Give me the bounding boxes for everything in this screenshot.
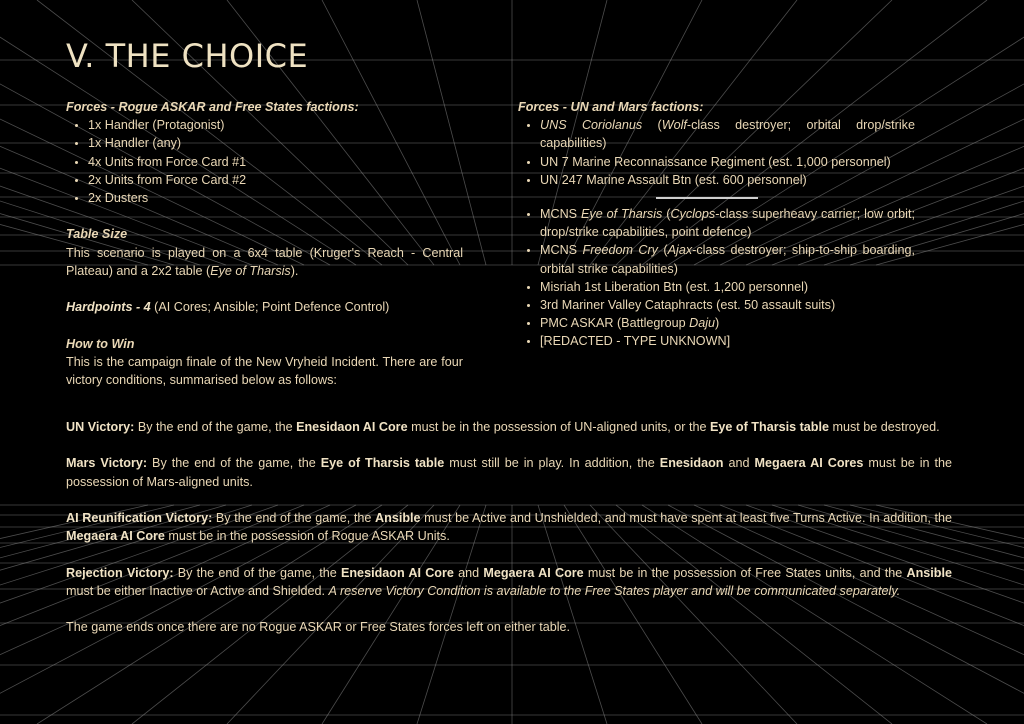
how-to-win-heading: How to Win (66, 336, 135, 351)
list-item: • UN 7 Marine Reconnaissance Regiment (est. 1,000 personnel) (540, 153, 915, 171)
list-item: • [REDACTED - TYPE UNKNOWN] (540, 332, 915, 350)
forces-list-mars (518, 205, 915, 351)
page-title: V. THE CHOICE (66, 37, 309, 75)
right-column (518, 98, 915, 351)
un-victory-label: UN Victory: (66, 420, 135, 434)
ai-reunification-victory-text: AI Reunification Victory: By the end of the game, the Ansible must be Active and Unshielded, and must have spent at least five Turns Active. In addition, the Megaera AI Core must be in the possession of Rogue ASKAR Units. (66, 510, 952, 544)
list-item: • 3rd Mariner Valley Cataphracts (est. 50 assault suits) (540, 296, 915, 314)
list-item: • PMC ASKAR (Battlegroup Daju) (540, 314, 915, 332)
forces-heading-un-mars: Forces - UN and Mars factions: (518, 100, 704, 114)
forces-list-rogue (66, 116, 463, 207)
mars-victory-label: Mars Victory: (66, 456, 148, 471)
divider (656, 197, 758, 199)
victory-conditions (66, 418, 952, 636)
table-size-text: This scenario is played on a 6x4 table (Kruger's Reach - Central Plateau) and a 2x2 table (Eye of Tharsis). (66, 245, 463, 278)
hardpoints-heading: Hardpoints - 4 (66, 300, 151, 315)
how-to-win-text: This is the campaign finale of the New Vryheid Incident. There are four victory conditions, summarised below as follows: (66, 354, 463, 387)
list-item: • 4x Units from Force Card #1 (88, 153, 463, 171)
rejection-victory-text: Rejection Victory: By the end of the game, the Enesidaon AI Core and Megaera AI Core must be in the possession of Free States units, and the Ansible must be either Inactive or Active and Shielded. A reserve Victory Condition is available to the Free States player and will be communicated separately. (66, 565, 952, 598)
left-column (66, 98, 463, 389)
hardpoints-text: Hardpoints - 4 (AI Cores; Ansible; Point Defence Control) (66, 300, 390, 315)
ai-reunification-victory-label: AI Reunification Victory: (66, 510, 213, 525)
list-item: • MCNS Eye of Tharsis (Cyclops-class superheavy carrier; low orbit; drop/strike capabilities, point defence) (540, 205, 915, 241)
forces-list-un (518, 116, 915, 189)
list-item: • 1x Handler (Protagonist) (88, 116, 463, 134)
mars-victory-text: Mars Victory: By the end of the game, the Eye of Tharsis table must still be in play. In addition, the Enesidaon and Megaera AI Cores must be in the possession of Mars-aligned units. (66, 456, 953, 489)
list-item: • UN 247 Marine Assault Btn (est. 600 personnel) (540, 171, 915, 189)
rejection-victory-label: Rejection Victory: (66, 565, 174, 580)
un-victory-text: UN Victory: By the end of the game, the Enesidaon AI Core must be in the possession of UN-aligned units, or the Eye of Tharsis table must be destroyed. (66, 420, 940, 434)
list-item: • 2x Dusters (88, 189, 463, 207)
list-item: • 2x Units from Force Card #2 (88, 171, 463, 189)
forces-heading-rogue: Forces - Rogue ASKAR and Free States factions: (66, 100, 359, 114)
list-item: • UNS Coriolanus (Wolf-class destroyer; orbital drop/strike capabilities) (540, 116, 915, 152)
list-item: • Misriah 1st Liberation Btn (est. 1,200 personnel) (540, 278, 915, 296)
list-item: • 1x Handler (any) (88, 134, 463, 152)
game-end-text: The game ends once there are no Rogue ASKAR or Free States forces left on either table. (66, 620, 571, 635)
list-item: • MCNS Freedom Cry (Ajax-class destroyer; ship-to-ship boarding, orbital strike capabilities) (540, 241, 915, 277)
table-size-heading: Table Size (66, 227, 128, 242)
